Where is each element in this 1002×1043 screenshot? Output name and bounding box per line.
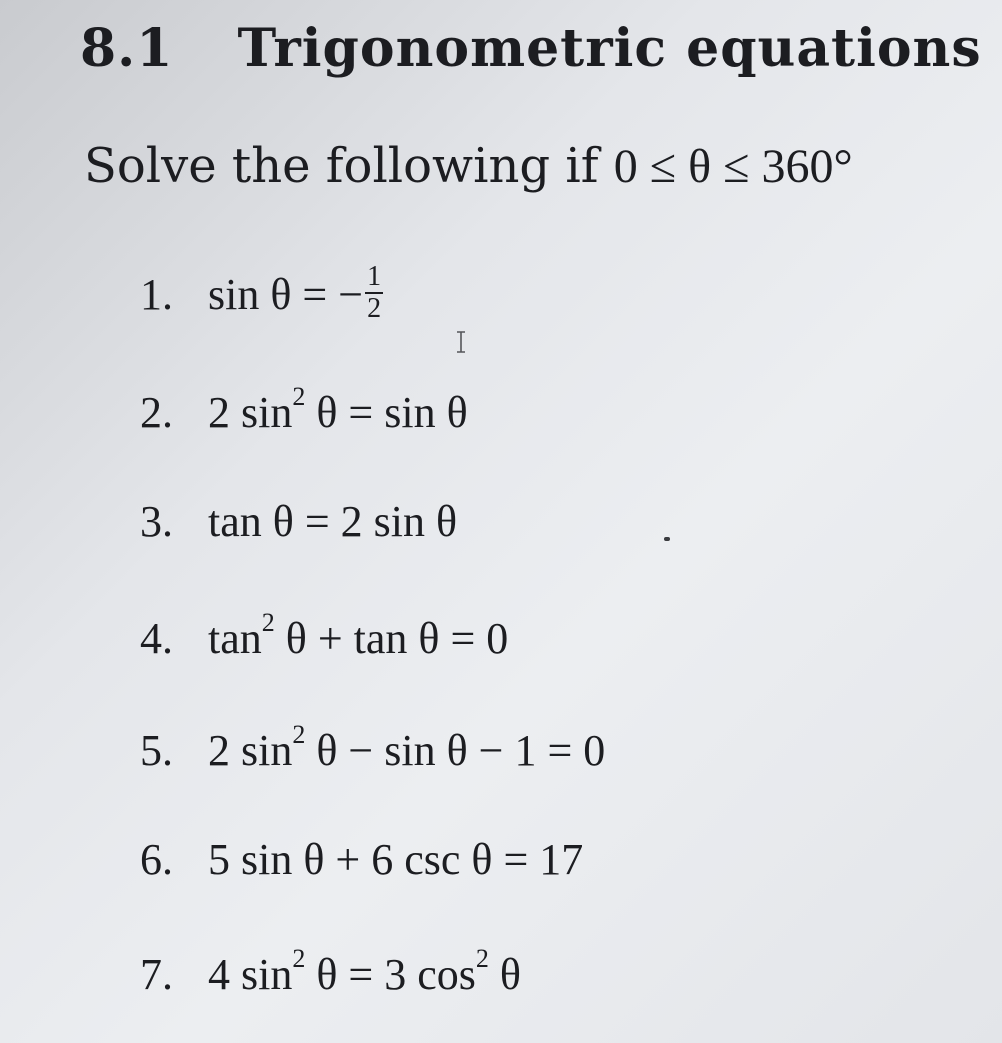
problem-item [140, 496, 457, 547]
dust-speck [664, 537, 670, 541]
problem-expression: tan θ = 2 sin θ [208, 497, 458, 546]
problem-index: 2. [140, 388, 173, 437]
problem-index: 1. [140, 270, 173, 320]
expr-part: θ + tan θ = 0 [274, 614, 509, 663]
fraction-numerator: 1 [367, 261, 382, 292]
section-number: 8.1 [80, 18, 174, 79]
problem-item [140, 834, 583, 885]
problem-index: 3. [140, 497, 173, 546]
problem-index: 5. [140, 726, 173, 775]
fraction [365, 262, 383, 324]
text-cursor-icon [454, 330, 468, 354]
problem-item [140, 608, 508, 664]
exponent: 2 [475, 944, 489, 973]
exponent: 2 [292, 944, 306, 973]
problem-expression [208, 608, 509, 663]
section-heading [80, 18, 982, 79]
problem-item [140, 720, 605, 776]
problem-index: 6. [140, 835, 173, 884]
instruction-line [84, 138, 853, 194]
exponent: 2 [292, 720, 306, 749]
problem-index: 7. [140, 950, 173, 999]
problem-expression [208, 944, 521, 999]
expr-part: tan [208, 614, 262, 663]
expr-part: θ = sin θ [305, 388, 468, 437]
problem-expression [208, 382, 468, 437]
exponent: 2 [261, 608, 275, 637]
problem-item [140, 944, 521, 1000]
problem-item [140, 382, 468, 438]
problem-expression: 5 sin θ + 6 csc θ = 17 [208, 835, 584, 884]
angle-condition: 0 ≤ θ ≤ 360° [613, 140, 853, 193]
problem-expression: sin θ = − [208, 270, 364, 320]
expr-part: 4 sin [208, 950, 293, 999]
expr-part: 2 sin [208, 726, 293, 775]
problem-expression [208, 720, 606, 775]
problem-index: 4. [140, 614, 173, 663]
expr-part: θ − sin θ − 1 = 0 [305, 726, 606, 775]
fraction-denominator: 2 [367, 293, 382, 324]
instruction-text: Solve the following if [84, 138, 599, 194]
exponent: 2 [292, 382, 306, 411]
problem-item [140, 261, 383, 330]
expr-part: θ [488, 950, 521, 999]
section-title: Trigonometric equations [237, 18, 982, 79]
expr-part: θ = 3 cos [305, 950, 476, 999]
expr-part: 2 sin [208, 388, 293, 437]
